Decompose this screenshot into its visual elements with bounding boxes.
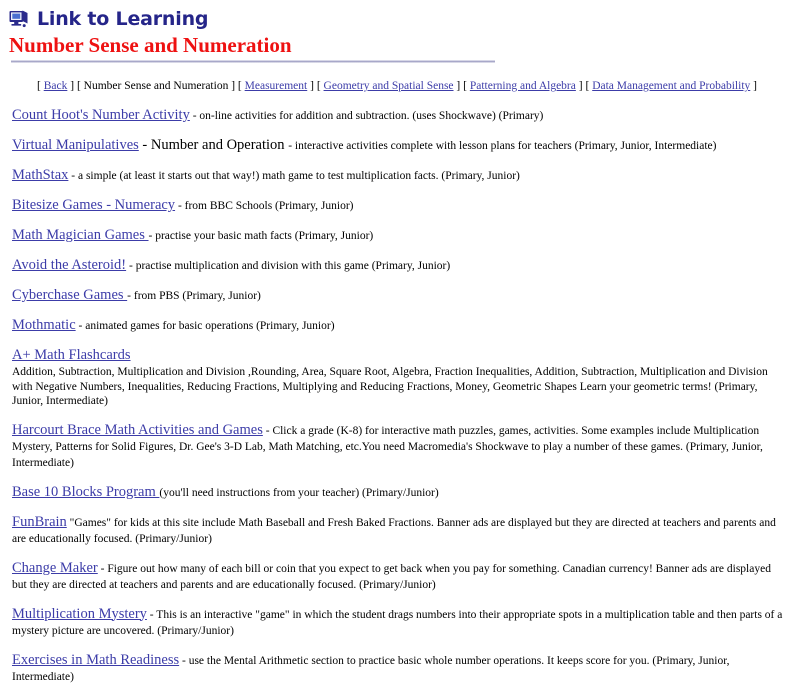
resource-entry (12, 422, 788, 471)
resource-entry (12, 484, 788, 501)
resource-entry (12, 317, 788, 334)
resource-description: - on-line activities for addition and subtraction. (uses Shockwave) (Primary) (189, 110, 544, 122)
resource-entry (12, 227, 788, 244)
resource-entry (12, 560, 788, 593)
resource-link[interactable]: Bitesize Games - Numeracy (12, 197, 176, 213)
breadcrumb-item-data-management-and-probability[interactable]: Data Management and Probability (592, 80, 751, 92)
resource-entry (12, 197, 788, 214)
breadcrumb-item-back[interactable]: Back (43, 80, 68, 92)
breadcrumb-bracket-close: ] (228, 80, 238, 92)
resource-entry (12, 347, 788, 409)
breadcrumb-bracket-open: [ (36, 80, 44, 92)
resource-link[interactable]: Multiplication Mystery (12, 605, 147, 622)
header-divider (11, 60, 495, 63)
resource-description: - This is an interactive "game" in which the student drags numbers into their appropriate spots in a multiplication table and then parts of a mystery picture are uncovered. (Primary/Junior) (12, 608, 783, 637)
brand-name: Link to Learning (37, 8, 209, 30)
resource-entry (12, 514, 788, 547)
resource-description: - Figure out how many of each bill or coin that you expect to get back when you pay for something. Canadian currency! Banner ads are displayed but they are directed at teachers and parents and are educationally focused. (Primary/Junior) (12, 562, 771, 591)
computer-monitor-icon (8, 9, 30, 29)
resource-description-block: Addition, Subtraction, Multiplication and Division ,Rounding, Area, Square Root, Algebra, Fraction Inequalities, Addition, Subtraction, Multiplication and Division with Negative Numbers, Inequalities, Reducing Fractions, Multiplying and Reducing Fractions, Money, Geometric Shapes Learn your geometric terms! (Primary, Junior, Intermediate) (12, 366, 768, 407)
resource-entry (12, 137, 788, 154)
resource-description: "Games" for kids at this site include Math Baseball and Fresh Baked Fractions. Banner ads are displayed but they are directed at teachers and parents and are educationally focused. (Primary/Junior) (12, 516, 776, 545)
resource-entry (12, 107, 788, 124)
resource-description: - from BBC Schools (Primary, Junior) (175, 200, 354, 212)
resource-description: - practise multiplication and division with this game (Primary, Junior) (126, 260, 451, 272)
breadcrumb-item-geometry-and-spatial-sense[interactable]: Geometry and Spatial Sense (323, 80, 454, 92)
breadcrumb-item-measurement[interactable]: Measurement (244, 80, 308, 92)
resource-entry (12, 652, 788, 685)
resource-description: (you'll need instructions from your teacher) (Primary/Junior) (159, 486, 439, 499)
breadcrumb-bracket-close: ] (750, 80, 757, 92)
resource-link[interactable]: Math Magician Games (12, 227, 149, 243)
breadcrumb-bracket-open: [ (316, 80, 324, 92)
resource-entry (12, 167, 788, 184)
resource-link[interactable]: Count Hoot's Number Activity (12, 107, 190, 123)
breadcrumb-bracket-close: ] (67, 80, 77, 92)
resource-link[interactable]: Mothmatic (12, 317, 76, 333)
breadcrumb-bracket-close: ] (307, 80, 317, 92)
resource-description: - animated games for basic operations (Primary, Junior) (75, 320, 335, 332)
breadcrumb-bracket-open: [ (76, 80, 84, 92)
link-list (12, 107, 788, 685)
breadcrumb-bracket-open: [ (237, 80, 245, 92)
resource-link[interactable]: Base 10 Blocks Program (12, 483, 160, 500)
resource-description: - interactive activities complete with lesson plans for teachers (Primary, Junior, Intermediate) (288, 140, 717, 152)
resource-description: - a simple (at least it starts out that way!) math game to test multiplication facts. (Primary, Junior) (68, 170, 520, 182)
breadcrumb-item-patterning-and-algebra[interactable]: Patterning and Algebra (469, 80, 576, 92)
page-title: Number Sense and Numeration (9, 33, 292, 57)
resource-entry (12, 287, 788, 304)
breadcrumb-bracket-close: ] (453, 80, 464, 92)
resource-link[interactable]: Harcourt Brace Math Activities and Games (12, 421, 263, 438)
resource-entry (12, 257, 788, 274)
site-brand (8, 6, 788, 32)
resource-description: - Click a grade (K-8) for interactive math puzzles, games, activities. Some examples include Multiplication Mystery, Patterns for Solid Figures, Dr. Gee's 3-D Lab, Math Matching, etc.You need Macromedia's Shockwave to play a number of these games. (Primary, Junior, Intermediate) (12, 424, 763, 469)
resource-link[interactable]: Virtual Manipulatives (12, 137, 139, 153)
resource-link[interactable]: FunBrain (12, 513, 67, 530)
resource-link[interactable]: Exercises in Math Readiness (12, 651, 180, 668)
resource-description: - from PBS (Primary, Junior) (127, 290, 261, 302)
resource-entry (12, 606, 788, 639)
resource-description: - practise your basic math facts (Primary, Junior) (148, 230, 374, 242)
resource-link[interactable]: Cyberchase Games (12, 287, 128, 303)
resource-link[interactable]: A+ Math Flashcards (12, 347, 131, 363)
breadcrumb-bracket-close: ] (575, 80, 586, 92)
breadcrumb (6, 79, 788, 93)
breadcrumb-bracket-open: [ (585, 80, 593, 92)
resource-link[interactable]: Change Maker (12, 559, 98, 576)
resource-link[interactable]: MathStax (12, 167, 69, 183)
breadcrumb-bracket-open: [ (463, 80, 470, 92)
breadcrumb-item-number-sense-and-numeration: Number Sense and Numeration (83, 80, 229, 92)
resource-subtitle: - Number and Operation (138, 137, 289, 153)
resource-description: - use the Mental Arithmetic section to practice basic whole number operations. It keeps score for you. (Primary, Junior, Intermediate) (12, 654, 730, 683)
resource-link[interactable]: Avoid the Asteroid! (12, 257, 127, 273)
